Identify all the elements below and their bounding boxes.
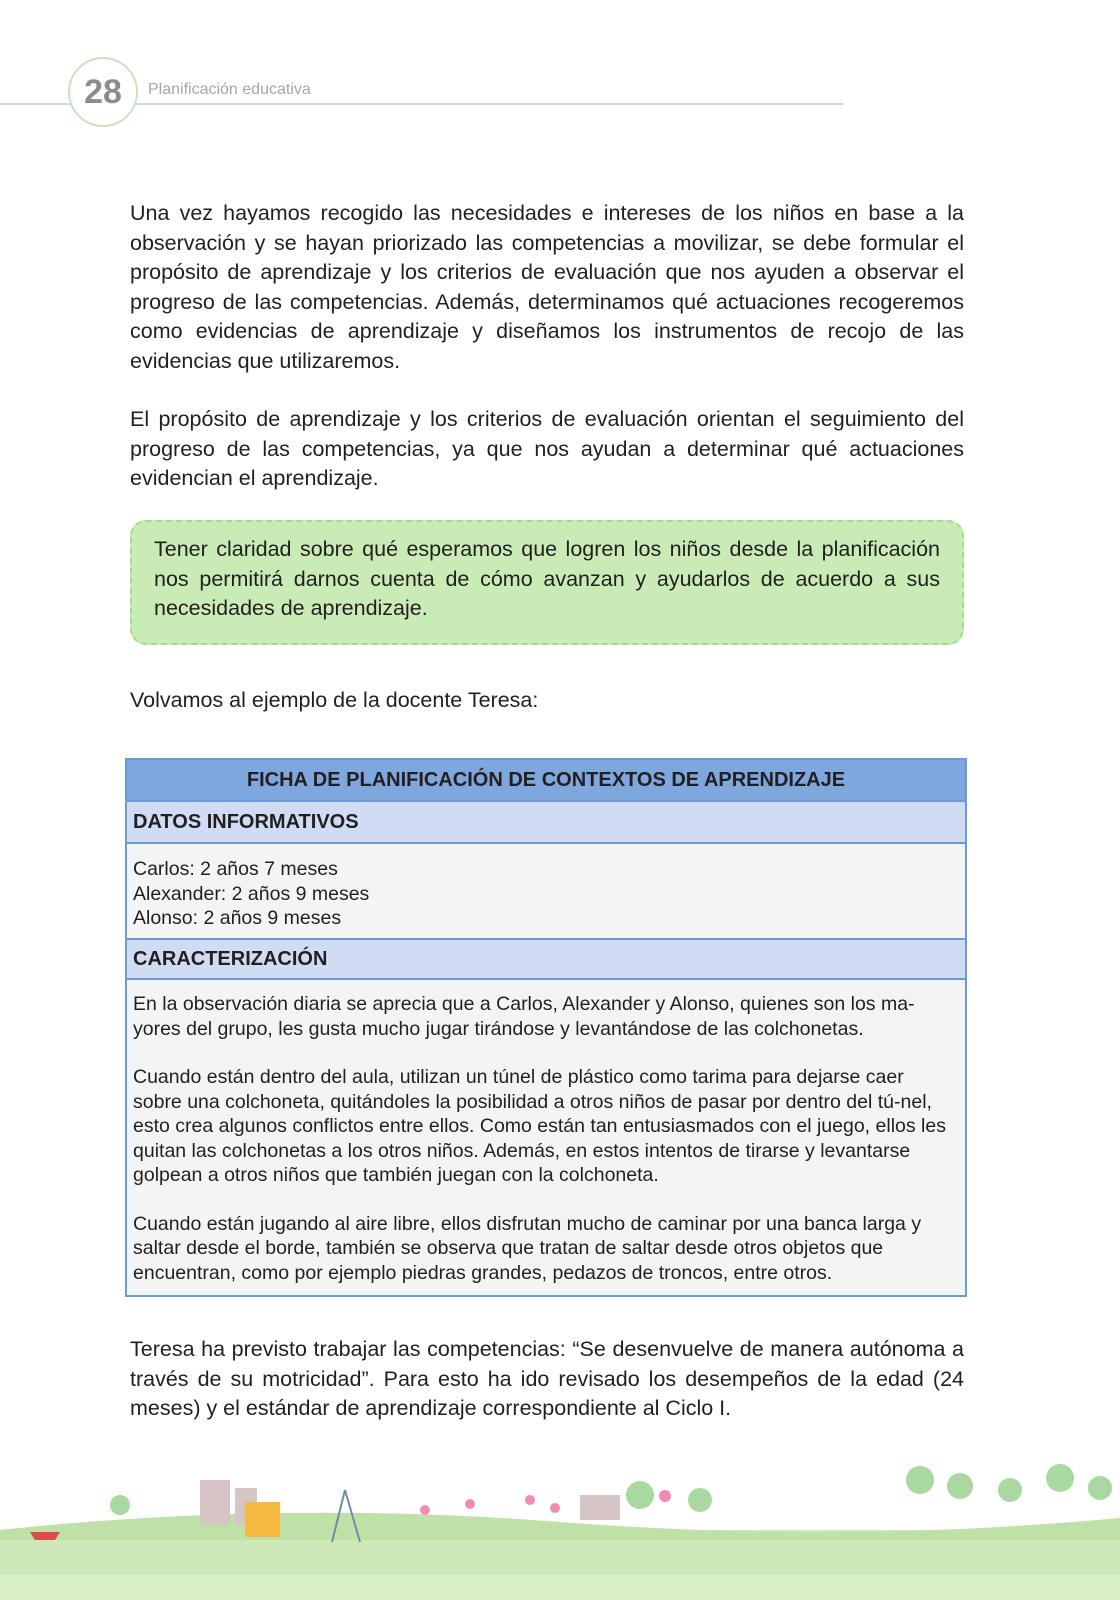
- datos-line: Alonso: 2 años 9 meses: [133, 907, 342, 929]
- caracterizacion-body: [127, 980, 965, 1285]
- intro-paragraph-1: Una vez hayamos recogido las necesidades e intereses de los niños en base a la observación y se hayan priorizado las competencias a movilizar, se debe formular el propósito de aprendizaje y los criterios de evaluación que nos ayuden a observar el progreso de las competencias. Además, determinamos qué actuaciones recogeremos como evidencias de aprendizaje y diseñamos los instrumentos de recojo de las evidencias que utilizaremos.: [130, 201, 964, 373]
- closing-paragraph: Teresa ha previsto trabajar las competencias: “Se desenvuelve de manera autónoma a través de su motricidad”. Para esto ha ido revisado los desempeños de la edad (24 meses) y el estándar de aprendizaje correspondiente al Ciclo I.: [130, 1337, 964, 1420]
- section-heading-datos: DATOS INFORMATIVOS: [127, 802, 965, 844]
- intro-paragraph-2: El propósito de aprendizaje y los criterios de evaluación orientan el seguimiento del progreso de las competencias, ya que nos ayudan a determinar qué actuaciones evidencian el aprendizaje.: [130, 407, 964, 490]
- planning-sheet-title: FICHA DE PLANIFICACIÓN DE CONTEXTOS DE APRENDIZAJE: [127, 760, 965, 802]
- planning-sheet: [125, 758, 967, 1297]
- ground-strip: [0, 1575, 1120, 1600]
- highlight-note-text: Tener claridad sobre qué esperamos que logren los niños desde la planificación nos permitirá darnos cuenta de cómo avanzan y ayudarlos de acuerdo a sus necesidades de aprendizaje.: [154, 537, 940, 620]
- page-number: 28: [84, 72, 122, 111]
- highlight-note-box: [130, 520, 964, 645]
- caracterizacion-paragraph: En la observación diaria se aprecia que a Carlos, Alexander y Alonso, quienes son los ma-yores del grupo, les gusta mucho jugar tirándose y levantándose de las colchonetas.: [133, 993, 915, 1040]
- caracterizacion-paragraph: Cuando están dentro del aula, utilizan un túnel de plástico como tarima para dejarse caer sobre una colchoneta, quitándoles la posibilidad a otros niños de pasar por dentro del tú-nel, esto crea algunos conflictos entre ellos. Como están tan entusiasmados con el juego, ellos les quitan las colchonetas a los otros niños. Además, en estos intentos de tirarse y levantarse golpean a otros niños que también juegan con la colchoneta.: [133, 1066, 946, 1186]
- example-intro: Volvamos al ejemplo de la docente Teresa:: [130, 688, 539, 712]
- boat-shape: [30, 1532, 60, 1540]
- landscape-illustration: [0, 1460, 1120, 1600]
- section-heading-caracterizacion: CARACTERIZACIÓN: [127, 940, 965, 980]
- caracterizacion-paragraph: Cuando están jugando al aire libre, ellos disfrutan mucho de caminar por una banca larga y saltar desde el borde, también se observa que tratan de saltar desde otros objetos que encuentran, como por ejemplo piedras grandes, pedazos de troncos, entre otros.: [133, 1212, 922, 1284]
- house-shape: [245, 1502, 280, 1537]
- datos-line: Alexander: 2 años 9 meses: [133, 882, 370, 905]
- hill-shape: [0, 1513, 1120, 1540]
- datos-body: [127, 844, 965, 940]
- running-title: Planificación educativa: [148, 81, 311, 98]
- page-number-badge: [68, 57, 138, 127]
- datos-line: Carlos: 2 años 7 meses: [133, 858, 338, 880]
